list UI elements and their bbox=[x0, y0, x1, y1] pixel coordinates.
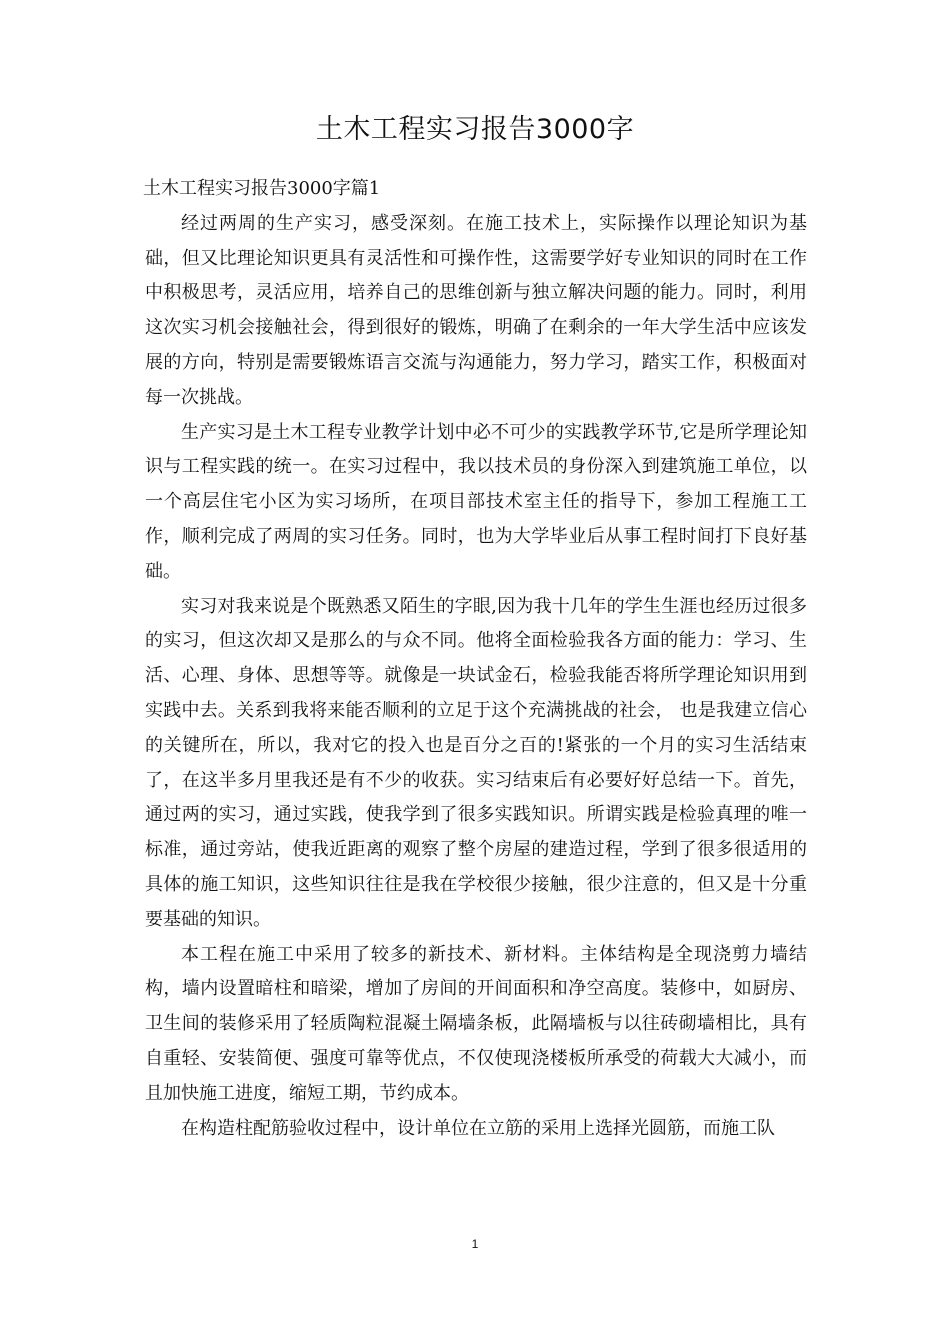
paragraph-1: 经过两周的生产实习，感受深刻。在施工技术上，实际操作以理论知识为基础，但又比理论知识更具有灵活性和可操作性，这需要学好专业知识的同时在工作中积极思考，灵活应用，培养自己的思维创新与独立解决问题的能力。同时，利用这次实习机会接触社会，得到很好的锻炼，明确了在剩余的一年大学生活中应该发展的方向，特别是需要锻炼语言交流与沟通能力，努力学习，踏实工作，积极面对每一次挑战。 bbox=[145, 212, 807, 408]
document-body bbox=[145, 172, 807, 1146]
paragraph-5: 在构造柱配筋验收过程中，设计单位在立筋的采用上选择光圆筋，而施工队 bbox=[181, 1117, 775, 1139]
paragraph-3: 实习对我来说是个既熟悉又陌生的字眼,因为我十几年的学生生涯也经历过很多的实习，但这次却又是那么的与众不同。他将全面检验我各方面的能力：学习、生活、心理、身体、思想等等。就像是一块试金石，检验我能否将所学理论知识用到实践中去。关系到我将来能否顺利的立足于这个充满挑战的社会， 也是我建立信心的关键所在，所以，我对它的投入也是百分之百的!紧张的一个月的实习生活结束了，在这半多月里我还是有不少的收获。实习结束后有必要好好总结一下。首先，通过两的实习，通过实践，使我学到了很多实践知识。所谓实践是检验真理的唯一标准，通过旁站，使我近距离的观察了整个房屋的建造过程，学到了很多很适用的具体的施工知识，这些知识往往是我在学校很少接触，很少注意的，但又是十分重要基础的知识。 bbox=[145, 595, 807, 930]
paragraph-4: 本工程在施工中采用了较多的新技术、新材料。主体结构是全现浇剪力墙结构，墙内设置暗柱和暗梁，增加了房间的开间面积和净空高度。装修中，如厨房、卫生间的装修采用了轻质陶粒混凝土隔墙条板，此隔墙板与以往砖砌墙相比，具有自重轻、安装简便、强度可靠等优点，不仅使现浇楼板所承受的荷载大大减小，而且加快施工进度，缩短工期，节约成本。 bbox=[145, 943, 807, 1104]
section-heading: 土木工程实习报告3000字篇1 bbox=[143, 178, 381, 199]
document-title: 土木工程实习报告3000字 bbox=[315, 114, 635, 145]
page-number: 1 bbox=[471, 1237, 479, 1251]
paragraph-2: 生产实习是土木工程专业教学计划中必不可少的实践教学环节,它是所学理论知识与工程实践的统一。在实习过程中，我以技术员的身份深入到建筑施工单位，以一个高层住宅小区为实习场所，在项目部技术室主任的指导下，参加工程施工工作，顺利完成了两周的实习任务。同时，也为大学毕业后从事工程时间打下良好基础。 bbox=[145, 421, 807, 582]
